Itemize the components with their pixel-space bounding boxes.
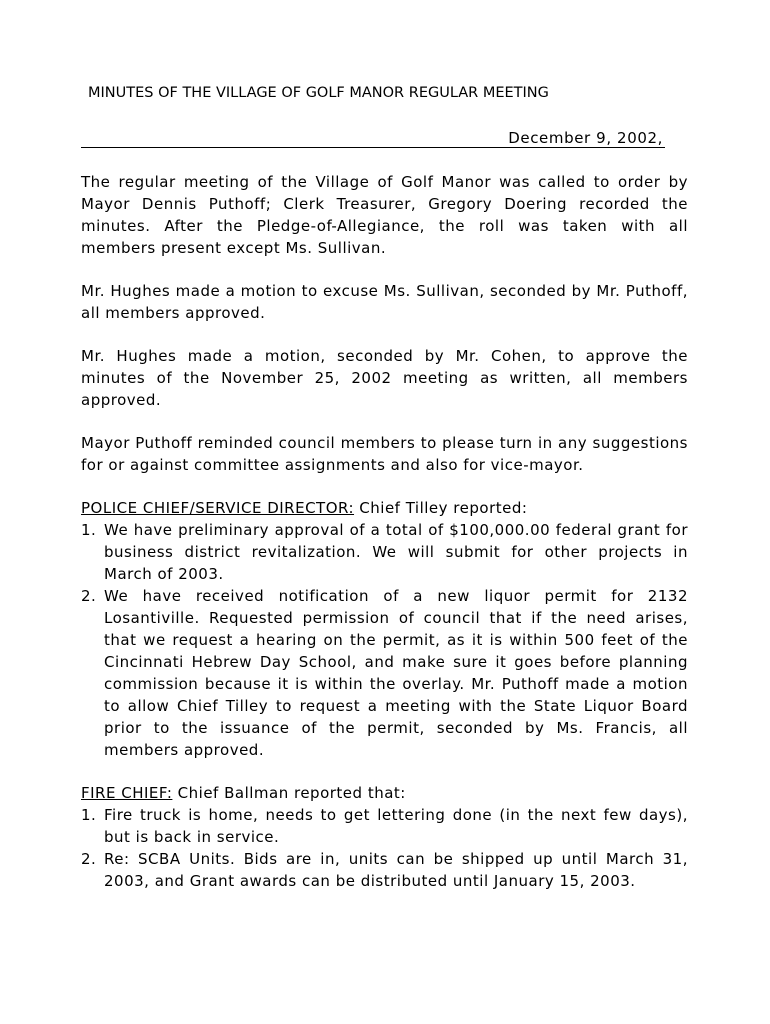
police-section-header bbox=[81, 497, 688, 519]
list-item bbox=[81, 585, 688, 761]
document-title: MINUTES OF THE VILLAGE OF GOLF MANOR REGULAR MEETING bbox=[88, 85, 549, 101]
document-body bbox=[81, 171, 688, 913]
list-number: 2. bbox=[81, 587, 97, 605]
police-intro: Chief Tilley reported: bbox=[354, 499, 528, 517]
fire-section-header bbox=[81, 782, 688, 804]
paragraph-excuse-motion: Mr. Hughes made a motion to excuse Ms. Sullivan, seconded by Mr. Puthoff, all members approved. bbox=[81, 282, 688, 322]
police-heading: POLICE CHIEF/SERVICE DIRECTOR: bbox=[81, 499, 355, 517]
list-number: 1. bbox=[81, 521, 97, 539]
fire-intro: Chief Ballman reported that: bbox=[172, 784, 406, 802]
meeting-date: December 9, 2002, bbox=[508, 129, 663, 147]
fire-heading: FIRE CHIEF: bbox=[81, 784, 173, 802]
list-item bbox=[81, 804, 688, 848]
list-item-text: Fire truck is home, needs to get lettering done (in the next few days), but is back in service. bbox=[104, 806, 688, 846]
list-number: 2. bbox=[81, 850, 97, 868]
police-report-list bbox=[81, 519, 688, 761]
paragraph-minutes-approval: Mr. Hughes made a motion, seconded by Mr. Cohen, to approve the minutes of the November 25, 2002 meeting as written, all members approved. bbox=[81, 347, 688, 409]
list-item-text: We have received notification of a new liquor permit for 2132 Losantiville. Requested permission of council that if the need arises, that we request a hearing on the permit, as it is within 500 feet of the Cincinnati Hebrew Day School, and make sure it goes before planning commission because it is within the overlay. Mr. Puthoff made a motion to allow Chief Tilley to request a meeting with the State Liquor Board prior to the issuance of the permit, seconded by Ms. Francis, all members approved. bbox=[104, 587, 688, 759]
list-number: 1. bbox=[81, 806, 97, 824]
list-item-text: Re: SCBA Units. Bids are in, units can be shipped up until March 31, 2003, and Grant awards can be distributed until January 15, 2003. bbox=[104, 850, 688, 890]
fire-report-list bbox=[81, 804, 688, 892]
list-item bbox=[81, 848, 688, 892]
paragraph-call-to-order: The regular meeting of the Village of Golf Manor was called to order by Mayor Dennis Puthoff; Clerk Treasurer, Gregory Doering recorded the minutes. After the Pledge-of-Allegiance, the roll was taken with all members present except Ms. Sullivan. bbox=[81, 173, 688, 257]
list-item-text: We have preliminary approval of a total of $100,000.00 federal grant for business district revitalization. We will submit for other projects in March of 2003. bbox=[104, 521, 688, 583]
date-line bbox=[81, 127, 665, 148]
list-item bbox=[81, 519, 688, 585]
paragraph-committee-reminder: Mayor Puthoff reminded council members to please turn in any suggestions for or against committee assignments and also for vice-mayor. bbox=[81, 434, 688, 474]
